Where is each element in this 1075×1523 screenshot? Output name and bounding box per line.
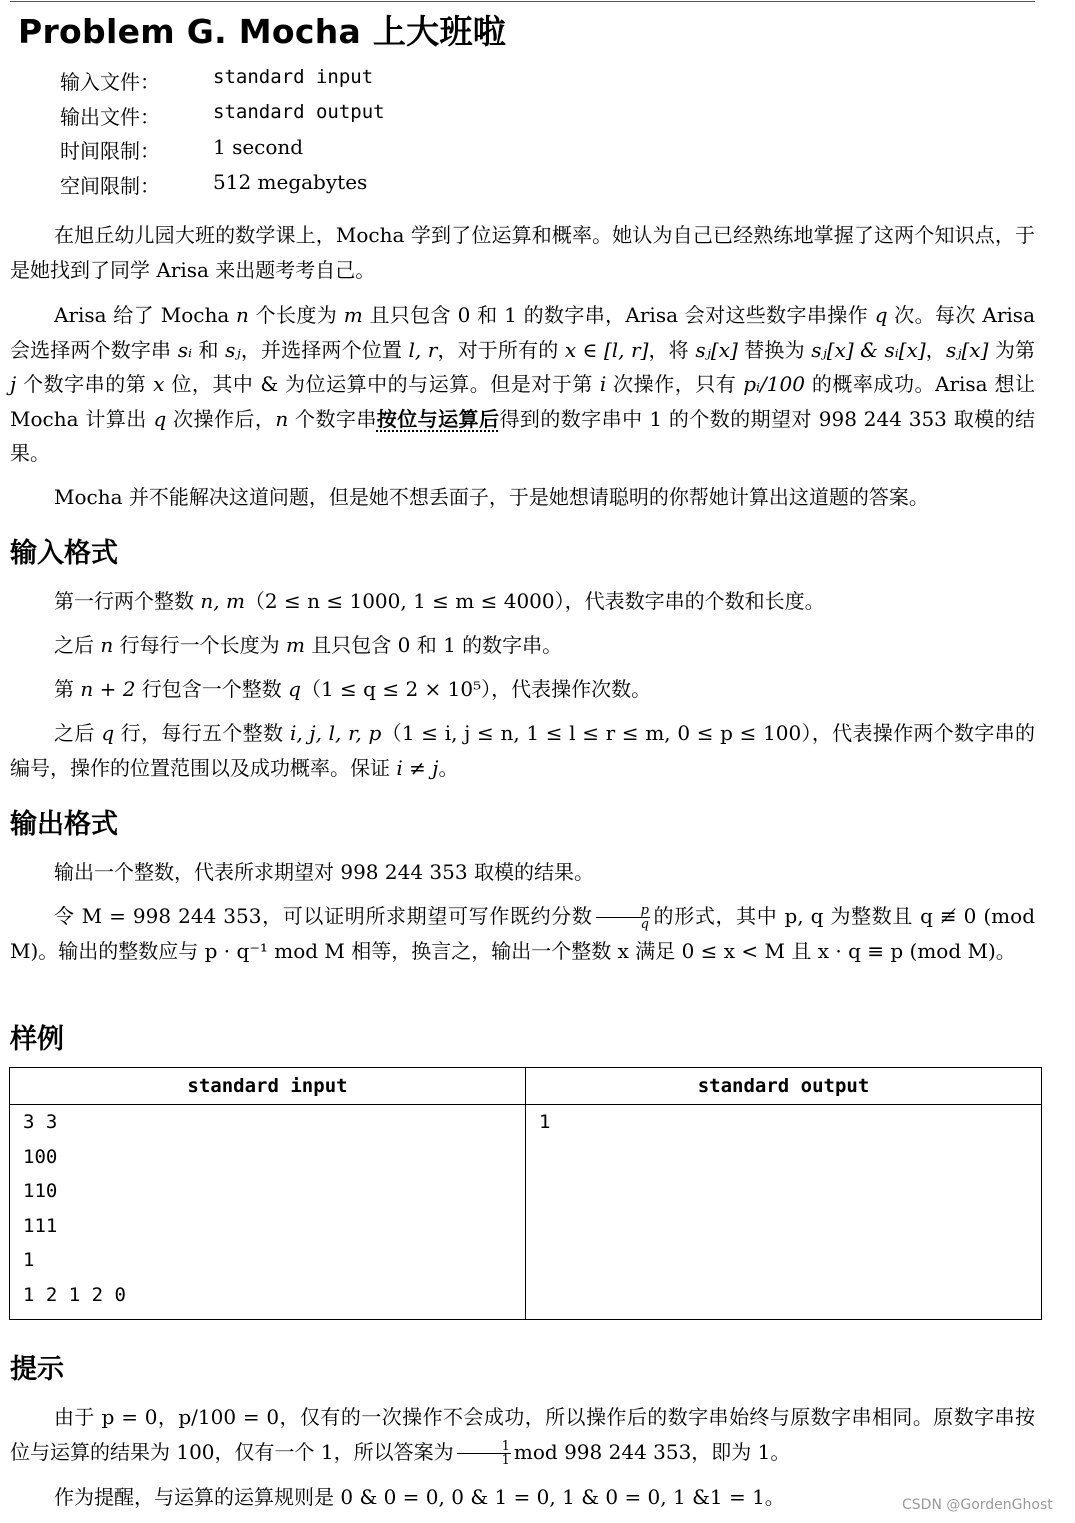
sample-output-cell (526, 1105, 1042, 1320)
statement-paragraph-3: Mocha 并不能解决这道问题，但是她不想丢面子，于是她想请聪明的你帮她计算出这道题的答案。 (54, 485, 929, 509)
sample-input-cell (10, 1105, 526, 1320)
output-line-2: 令 M = 998 244 353，可以证明所求期望可写作既约分数 $\frac{p}{q}$ 的形式，其中 p, q 为整数且 q ≢ 0 (mod M)。输出的整数应与 p · q⁻¹ mod M 相等，换言之，输出一个整数 x 满足 0 ≤ x < M 且 x · q ≡ p (mod M)。 (10, 903, 1035, 963)
output-line-1: 输出一个整数，代表所求期望对 998 244 353 取模的结果。 (54, 860, 594, 884)
sample-input-line: 100 (23, 1145, 58, 1168)
sample-output-line: 1 (539, 1111, 551, 1133)
sample-input-line: 110 (23, 1180, 58, 1203)
meta-memory-limit: 空间限制： 512 megabytes (60, 169, 368, 198)
statement-paragraph-1: 在旭丘幼儿园大班的数学课上，Mocha 学到了位运算和概率。她认为自己已经熟练地掌握了这两个知识点，于是她找到了同学 Arisa 来出题考考自己。 (10, 223, 1035, 282)
meta-output-file: 输出文件： standard output (60, 100, 385, 129)
input-line-3: 第 n + 2 行包含一个整数 q（1 ≤ q ≤ 2 × 10⁵），代表操作次数。 (54, 677, 652, 701)
heading-input-format: 输入格式 (10, 538, 118, 569)
heading-output-format: 输出格式 (10, 809, 118, 840)
fraction-p-over-q: $\frac{p}{q}$ (596, 904, 650, 931)
sample-input-line: 111 (23, 1214, 58, 1237)
hint-line-1: 由于 p = 0，p/100 = 0，仅有的一次操作不会成功，所以操作后的数字串始终与原数字串相同。原数字串按位与运算的结果为 100，仅有一个 1，所以答案为 $\frac{1}{1}$ mod 998 244 353，即为 1。 (10, 1405, 1035, 1468)
input-line-2: 之后 n 行每行一个长度为 m 且只包含 0 和 1 的数字串。 (54, 633, 563, 657)
problem-title: Problem G. Mocha 上大班啦 (18, 12, 507, 51)
meta-time-limit: 时间限制： 1 second (60, 135, 304, 163)
sample-output-header: standard output (526, 1068, 1042, 1105)
statement-paragraph-2: Arisa 给了 Mocha n 个长度为 m 且只包含 0 和 1 的数字串，Arisa 会对这些数字串操作 q 次。每次 Arisa 会选择两个数字串 sᵢ 和 sⱼ，并选择两个位置 l, r，对于所有的 x ∈ [l, r]，将 sⱼ[x] 替换为 sⱼ[x] & sᵢ[x]，sⱼ[x] 为第 j 个数字串的第 x 位，其中 & 为位运算中的与运算。但是对于第 i 次操作，只有 pᵢ/100 的概率成功。Arisa 想让 Mocha 计算出 q 次操作后，n 个数字串按位与运算后得到的数字串中 1 的个数的期望对 998 244 353 取模的结果。 (10, 303, 1036, 465)
meta-input-file: 输入文件： standard input (60, 66, 374, 94)
sample-table (9, 1067, 1042, 1320)
problem-meta (60, 66, 385, 204)
input-line-1: 第一行两个整数 n, m（2 ≤ n ≤ 1000, 1 ≤ m ≤ 4000），代表数字串的个数和长度。 (54, 589, 825, 613)
hint-line-2: 作为提醒，与运算的运算规则是 0 & 0 = 0, 0 & 1 = 0, 1 & 0 = 0, 1 &1 = 1。 (54, 1485, 785, 1509)
emphasis-bitwise-and: 按位与运算后 (376, 406, 500, 431)
sample-input-line: 1 (23, 1249, 35, 1272)
fraction-one-over-one: $\frac{1}{1}$ (457, 1440, 511, 1467)
sample-input-line: 3 3 (23, 1111, 58, 1133)
watermark: CSDN @GordenGhost (902, 1497, 1053, 1513)
heading-sample: 样例 (10, 1024, 64, 1055)
input-line-4: 之后 q 行，每行五个整数 i, j, l, r, p（1 ≤ i, j ≤ n, 1 ≤ l ≤ r ≤ m, 0 ≤ p ≤ 100），代表操作两个数字串的编号，操作的位置范围以及成功概率。保证 i ≠ j。 (10, 721, 1035, 780)
heading-hint: 提示 (10, 1354, 64, 1385)
sample-input-header: standard input (10, 1068, 526, 1105)
top-rule (10, 1, 1035, 2)
sample-input-line: 1 2 1 2 0 (23, 1283, 126, 1306)
